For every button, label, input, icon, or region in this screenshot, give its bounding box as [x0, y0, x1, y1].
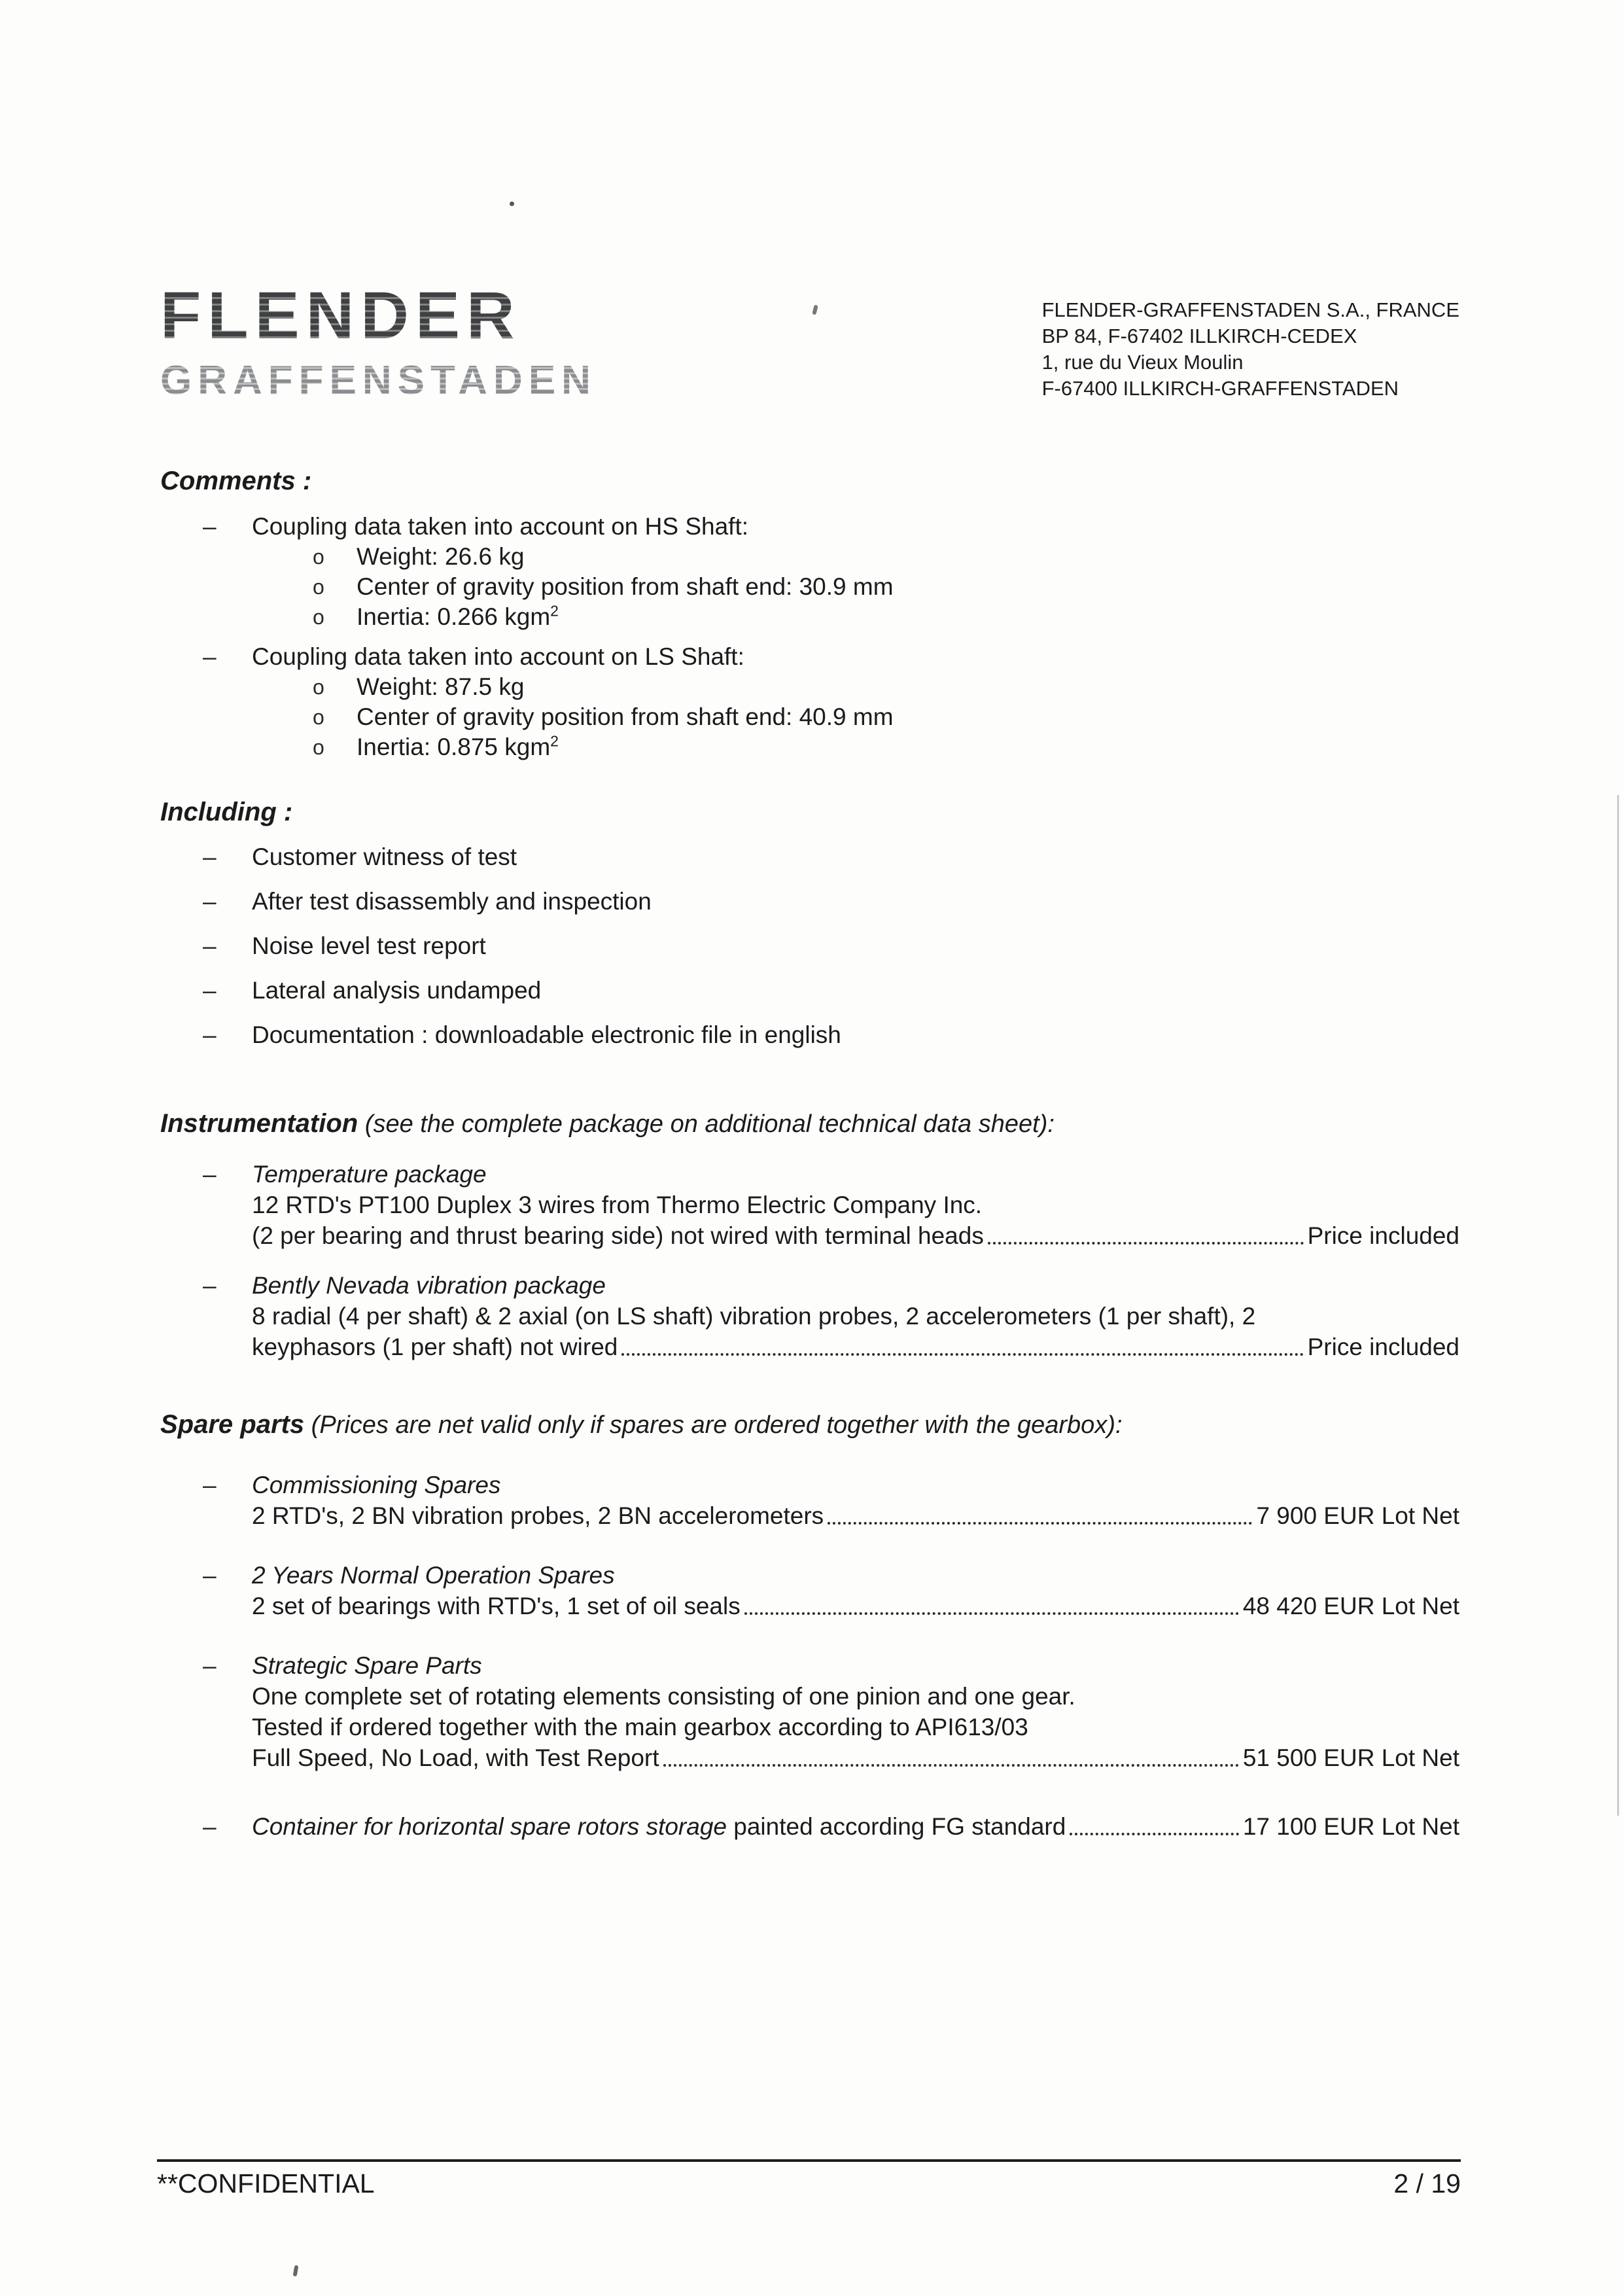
- price-text: 17 100 EUR Lot Net: [1242, 1813, 1459, 1841]
- including-heading: Including :: [160, 798, 293, 827]
- superscript: 2: [550, 602, 559, 620]
- dash-bullet: –: [203, 643, 217, 671]
- including-item: [160, 841, 1459, 872]
- comments-subitem: [252, 702, 1459, 732]
- comments-item-hs-shaft: [160, 511, 1459, 632]
- spare-item-strategic: [160, 1650, 1459, 1773]
- including-section: [160, 796, 1459, 1050]
- including-item-text: Documentation : downloadable electronic file in english: [252, 1021, 841, 1049]
- including-item: [160, 975, 1459, 1006]
- leader-text: Full Speed, No Load, with Test Report: [252, 1744, 659, 1772]
- circle-bullet: o: [313, 675, 324, 699]
- item-title: Strategic Spare Parts: [252, 1652, 482, 1680]
- item-text-line: Tested if ordered together with the main gearbox according to API613/03: [252, 1714, 1028, 1741]
- comments-subitem: [252, 542, 1459, 572]
- price-leader-row: [252, 1811, 1459, 1842]
- price-leader-row: [252, 1332, 1459, 1362]
- instrumentation-heading: Instrumentation (see the complete package on additional technical data sheet):: [160, 1109, 1055, 1139]
- price-text: 7 900 EUR Lot Net: [1256, 1502, 1459, 1530]
- price-leader-row: [252, 1591, 1459, 1621]
- including-item: [160, 886, 1459, 917]
- price-text: 48 420 EUR Lot Net: [1242, 1593, 1459, 1620]
- subitem-text: Weight: 26.6 kg: [357, 543, 525, 571]
- page-header: [160, 0, 1459, 404]
- spare-item-commissioning: [160, 1470, 1459, 1531]
- price-text: Price included: [1307, 1333, 1459, 1361]
- comments-heading: Comments :: [160, 467, 312, 496]
- company-address: [1042, 297, 1459, 402]
- subitem-text: Center of gravity position from shaft end: 40.9 mm: [357, 703, 894, 731]
- item-title: Bently Nevada vibration package: [252, 1272, 606, 1299]
- leader-text: (2 per bearing and thrust bearing side) not wired with terminal heads: [252, 1222, 984, 1250]
- circle-bullet: o: [313, 545, 324, 569]
- dot-leader: [1070, 1832, 1239, 1835]
- confidential-label: **CONFIDENTIAL: [157, 2168, 375, 2199]
- leader-text: 2 set of bearings with RTD's, 1 set of oil seals: [252, 1593, 741, 1620]
- comments-item-label: Coupling data taken into account on LS Shaft:: [252, 643, 744, 671]
- comments-subitem: [252, 732, 1459, 762]
- dash-bullet: –: [203, 1161, 217, 1188]
- spare-parts-section: [160, 1409, 1459, 1842]
- dash-bullet: –: [203, 888, 217, 915]
- dot-leader: [828, 1521, 1252, 1525]
- comments-item-ls-shaft: [160, 641, 1459, 762]
- scan-artifact-line: [1617, 795, 1619, 1816]
- circle-bullet: o: [313, 575, 324, 599]
- dot-leader: [744, 1612, 1239, 1615]
- superscript: 2: [550, 732, 559, 750]
- subitem-text: Weight: 87.5 kg: [357, 673, 525, 701]
- logo-text-flender: FLENDER: [160, 281, 597, 349]
- including-item-text: Customer witness of test: [252, 843, 517, 871]
- dot-leader: [621, 1352, 1303, 1356]
- item-title: Commissioning Spares: [252, 1472, 501, 1499]
- including-item-text: Lateral analysis undamped: [252, 977, 542, 1004]
- dash-bullet: –: [203, 932, 217, 960]
- circle-bullet: o: [313, 605, 324, 629]
- dash-bullet: –: [203, 977, 217, 1004]
- subitem-text: Inertia: 0.266 kgm$^2$: [357, 602, 559, 631]
- address-line: FLENDER-GRAFFENSTADEN S.A., FRANCE: [1041, 298, 1459, 321]
- dash-bullet: –: [203, 1652, 217, 1680]
- page-footer: [157, 2159, 1461, 2199]
- spare-item-container: [160, 1811, 1459, 1842]
- item-title: Temperature package: [252, 1161, 487, 1188]
- spare-parts-heading: Spare parts (Prices are net valid only if spares are ordered together with the gearbox):: [160, 1410, 1123, 1439]
- leader-text: 2 RTD's, 2 BN vibration probes, 2 BN accelerometers: [252, 1502, 824, 1530]
- item-text-line: 12 RTD's PT100 Duplex 3 wires from Thermo Electric Company Inc.: [252, 1192, 983, 1219]
- dot-leader: [663, 1763, 1239, 1767]
- item-title: 2 Years Normal Operation Spares: [252, 1562, 615, 1589]
- dot-leader: [988, 1241, 1304, 1245]
- address-line: 1, rue du Vieux Moulin: [1041, 351, 1244, 374]
- price-text: 51 500 EUR Lot Net: [1242, 1744, 1459, 1772]
- including-item: [160, 1019, 1459, 1050]
- instrumentation-item-vibration: [160, 1270, 1459, 1362]
- dash-bullet: –: [203, 1562, 217, 1589]
- address-line: F-67400 ILLKIRCH-GRAFFENSTADEN: [1041, 377, 1399, 400]
- page-number: 2 / 19: [1393, 2168, 1461, 2199]
- dash-bullet: –: [203, 843, 217, 871]
- address-line: BP 84, F-67402 ILLKIRCH-CEDEX: [1041, 325, 1357, 347]
- subitem-text: Center of gravity position from shaft end: 30.9 mm: [357, 573, 894, 601]
- comments-subitem: [252, 672, 1459, 702]
- circle-bullet: o: [313, 705, 324, 730]
- price-leader-row: [252, 1220, 1459, 1251]
- dash-bullet: –: [203, 1813, 217, 1841]
- dash-bullet: –: [203, 1272, 217, 1299]
- including-item: [160, 930, 1459, 961]
- comments-item-label: Coupling data taken into account on HS Shaft:: [252, 513, 749, 540]
- price-leader-row: [252, 1742, 1459, 1773]
- scan-speck: [510, 202, 514, 206]
- dash-bullet: –: [203, 513, 217, 540]
- company-logo: [160, 278, 597, 404]
- dash-bullet: –: [203, 1472, 217, 1499]
- circle-bullet: o: [313, 735, 324, 760]
- page-content: [160, 0, 1459, 1842]
- dash-bullet: –: [203, 1021, 217, 1049]
- including-item-text: After test disassembly and inspection: [252, 888, 652, 915]
- comments-subitem: [252, 572, 1459, 602]
- scan-speck: [293, 2265, 299, 2277]
- logo-text-graffenstaden: GRAFFENSTADEN: [160, 358, 597, 404]
- price-text: Price included: [1307, 1222, 1459, 1250]
- item-text-line: One complete set of rotating elements consisting of one pinion and one gear.: [252, 1683, 1075, 1710]
- including-item-text: Noise level test report: [252, 932, 486, 960]
- item-text-line: 8 radial (4 per shaft) & 2 axial (on LS shaft) vibration probes, 2 accelerometers (1 per shaft), 2: [252, 1303, 1256, 1330]
- price-leader-row: [252, 1500, 1459, 1531]
- instrumentation-item-temperature: [160, 1159, 1459, 1251]
- leader-text: keyphasors (1 per shaft) not wired: [252, 1333, 618, 1361]
- spare-item-2-years: [160, 1560, 1459, 1621]
- comments-section: [160, 465, 1459, 762]
- subitem-text: Inertia: 0.875 kgm$^2$: [357, 732, 559, 761]
- leader-text: Container for horizontal spare rotors storage painted according FG standard: [252, 1813, 1066, 1841]
- comments-subitem: [252, 602, 1459, 632]
- instrumentation-section: [160, 1108, 1459, 1362]
